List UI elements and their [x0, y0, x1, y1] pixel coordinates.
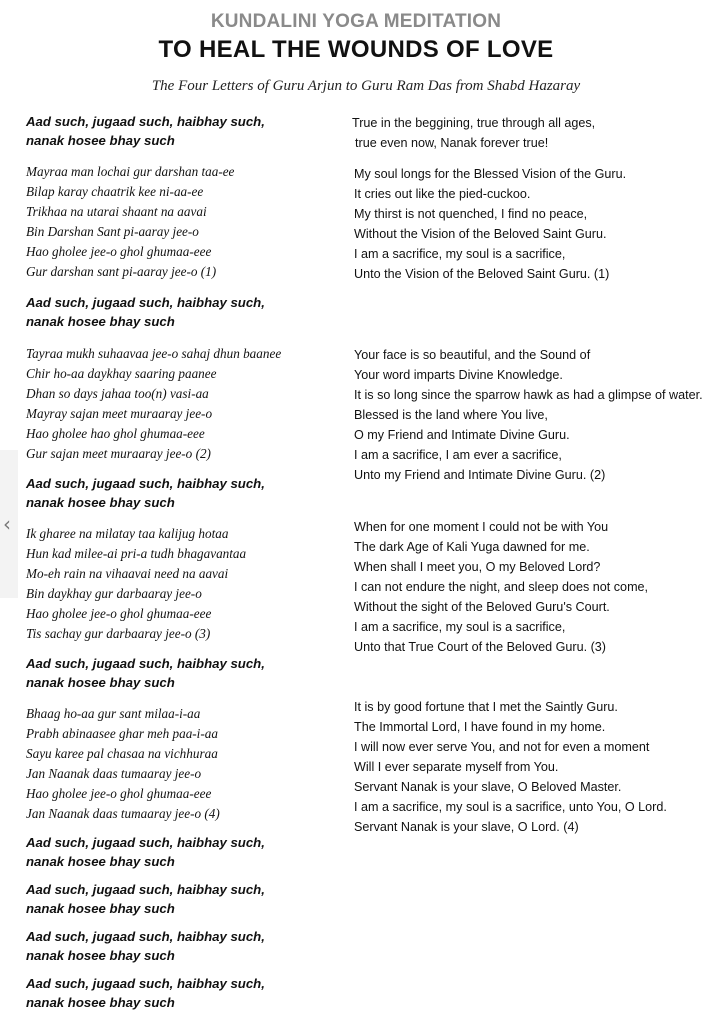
chorus-line: nanak hosee bhay such — [26, 495, 175, 510]
chorus-line: Aad such, jugaad such, haibhay such, — [26, 976, 265, 991]
translation-line: It is so long since the sparrow hawk as had a glimpse of water. — [354, 388, 703, 402]
chorus-block — [26, 293, 265, 331]
chorus-block — [26, 927, 265, 965]
stanza-line: Gur sajan meet muraaray jee-o (2) — [26, 446, 211, 461]
translation-line: I am a sacrifice, my soul is a sacrifice, — [354, 247, 566, 261]
chorus-line: Aad such, jugaad such, haibhay such, — [26, 656, 265, 671]
chorus-block — [26, 974, 265, 1012]
stanza-line: Mayraa man lochai gur darshan taa-ee — [26, 164, 235, 179]
previous-page-button[interactable] — [0, 450, 18, 598]
stanza-line: Tayraa mukh suhaavaa jee-o sahaj dhun baanee — [26, 346, 282, 361]
intro-translation — [352, 113, 595, 153]
chorus-line: nanak hosee bhay such — [26, 133, 175, 148]
stanza-line: Chir ho-aa daykhay saaring paanee — [26, 366, 217, 381]
translation-line: It is by good fortune that I met the Saintly Guru. — [354, 700, 618, 714]
chorus-line: nanak hosee bhay such — [26, 995, 175, 1010]
translation-line: I will now ever serve You, and not for even a moment — [354, 740, 650, 754]
stanza-line: Dhan so days jahaa too(n) vasi-aa — [26, 386, 209, 401]
translation-line: Your word imparts Divine Knowledge. — [354, 368, 563, 382]
stanza-3-translation — [354, 517, 648, 657]
translation-line: The dark Age of Kali Yuga dawned for me. — [354, 540, 590, 554]
translation-line: When for one moment I could not be with You — [354, 520, 609, 534]
chorus-line: nanak hosee bhay such — [26, 948, 175, 963]
stanza-line: Bin Darshan Sant pi-aaray jee-o — [26, 224, 199, 239]
chorus-block — [26, 654, 265, 692]
translation-line: I am a sacrifice, my soul is a sacrifice, — [354, 620, 566, 634]
stanza-line: Bin daykhay gur darbaaray jee-o — [26, 586, 202, 601]
page-subtitle: The Four Letters of Guru Arjun to Guru Ram Das from Shabd Hazaray — [151, 78, 581, 94]
stanza-line: Hao gholee jee-o ghol ghumaa-eee — [26, 606, 212, 621]
chorus-line: nanak hosee bhay such — [26, 854, 175, 869]
translation-line: Unto the Vision of the Beloved Saint Guru. (1) — [354, 267, 610, 281]
stanza-line: Tis sachay gur darbaaray jee-o (3) — [26, 626, 211, 641]
stanza-line: Jan Naanak daas tumaaray jee-o — [26, 766, 202, 781]
stanza-4-lines — [26, 704, 220, 824]
translation-line: Without the Vision of the Beloved Saint Guru. — [354, 227, 607, 241]
stanza-line: Bhaag ho-aa gur sant milaa-i-aa — [26, 706, 201, 721]
stanza-3-lines — [26, 524, 246, 644]
chorus-block — [26, 474, 265, 512]
stanza-line: Ik gharee na milatay taa kalijug hotaa — [26, 526, 229, 541]
translation-line: Unto that True Court of the Beloved Guru. (3) — [354, 640, 607, 654]
translation-line: I am a sacrifice, I am ever a sacrifice, — [354, 448, 562, 462]
translation-line: O my Friend and Intimate Divine Guru. — [354, 428, 570, 442]
translation-line: True in the beggining, true through all ages, — [352, 116, 596, 130]
translation-line: I can not endure the night, and sleep does not come, — [354, 580, 649, 594]
stanza-line: Mo-eh rain na vihaavai need na aavai — [26, 566, 229, 581]
translation-line: Your face is so beautiful, and the Sound of — [354, 348, 591, 362]
stanza-line: Sayu karee pal chasaa na vichhuraa — [26, 746, 218, 761]
stanza-line: Gur darshan sant pi-aaray jee-o (1) — [26, 264, 217, 279]
chorus-line: Aad such, jugaad such, haibhay such, — [26, 476, 265, 491]
stanza-line: Mayray sajan meet muraaray jee-o — [26, 406, 213, 421]
chevron-left-icon: ‹ — [3, 512, 11, 536]
stanza-2-translation — [354, 345, 703, 485]
chorus-line: nanak hosee bhay such — [26, 675, 175, 690]
translation-line: Unto my Friend and Intimate Divine Guru. (2) — [354, 468, 606, 482]
translation-line: true even now, Nanak forever true! — [355, 136, 549, 150]
chorus-line: Aad such, jugaad such, haibhay such, — [26, 929, 265, 944]
chorus-line: Aad such, jugaad such, haibhay such, — [26, 295, 265, 310]
translation-line: Servant Nanak is your slave, O Lord. (4) — [354, 820, 579, 834]
chorus-line: nanak hosee bhay such — [26, 314, 175, 329]
stanza-line: Jan Naanak daas tumaaray jee-o (4) — [26, 806, 220, 821]
translation-line: Without the sight of the Beloved Guru's Court. — [354, 600, 610, 614]
translation-line: Servant Nanak is your slave, O Beloved Master. — [354, 780, 622, 794]
chorus-line: Aad such, jugaad such, haibhay such, — [26, 882, 265, 897]
stanza-1-lines — [26, 162, 234, 282]
stanza-line: Trikhaa na utarai shaant na aavai — [26, 204, 207, 219]
stanza-2-lines — [26, 344, 281, 464]
translation-line: I am a sacrifice, my soul is a sacrifice, unto You, O Lord. — [354, 800, 667, 814]
stanza-line: Hao gholee jee-o ghol ghumaa-eee — [26, 786, 212, 801]
chorus-block — [26, 112, 265, 150]
chorus-block — [26, 880, 265, 918]
translation-line: Blessed is the land where You live, — [354, 408, 548, 422]
stanza-line: Prabh abinaasee ghar meh paa-i-aa — [26, 726, 218, 741]
chorus-line: nanak hosee bhay such — [26, 901, 175, 916]
translation-line: It cries out like the pied-cuckoo. — [354, 187, 531, 201]
translation-line: My soul longs for the Blessed Vision of the Guru. — [354, 167, 627, 181]
chorus-line: Aad such, jugaad such, haibhay such, — [26, 114, 265, 129]
translation-line: The Immortal Lord, I have found in my home. — [354, 720, 606, 734]
chorus-line: Aad such, jugaad such, haibhay such, — [26, 835, 265, 850]
stanza-line: Hao gholee jee-o ghol ghumaa-eee — [26, 244, 212, 259]
chorus-block — [26, 833, 265, 871]
stanza-line: Bilap karay chaatrik kee ni-aa-ee — [26, 184, 204, 199]
translation-line: My thirst is not quenched, I find no peace, — [354, 207, 588, 221]
page-kicker: KUNDALINI YOGA MEDITATION — [210, 11, 502, 32]
translation-line: When shall I meet you, O my Beloved Lord? — [354, 560, 601, 574]
stanza-line: Hao gholee hao ghol ghumaa-eee — [26, 426, 205, 441]
stanza-line: Hun kad milee-ai pri-a tudh bhagavantaa — [26, 546, 247, 561]
stanza-4-translation — [354, 697, 667, 837]
page-title: TO HEAL THE WOUNDS OF LOVE — [158, 36, 554, 63]
stanza-1-translation — [354, 164, 626, 284]
translation-line: Will I ever separate myself from You. — [354, 760, 559, 774]
